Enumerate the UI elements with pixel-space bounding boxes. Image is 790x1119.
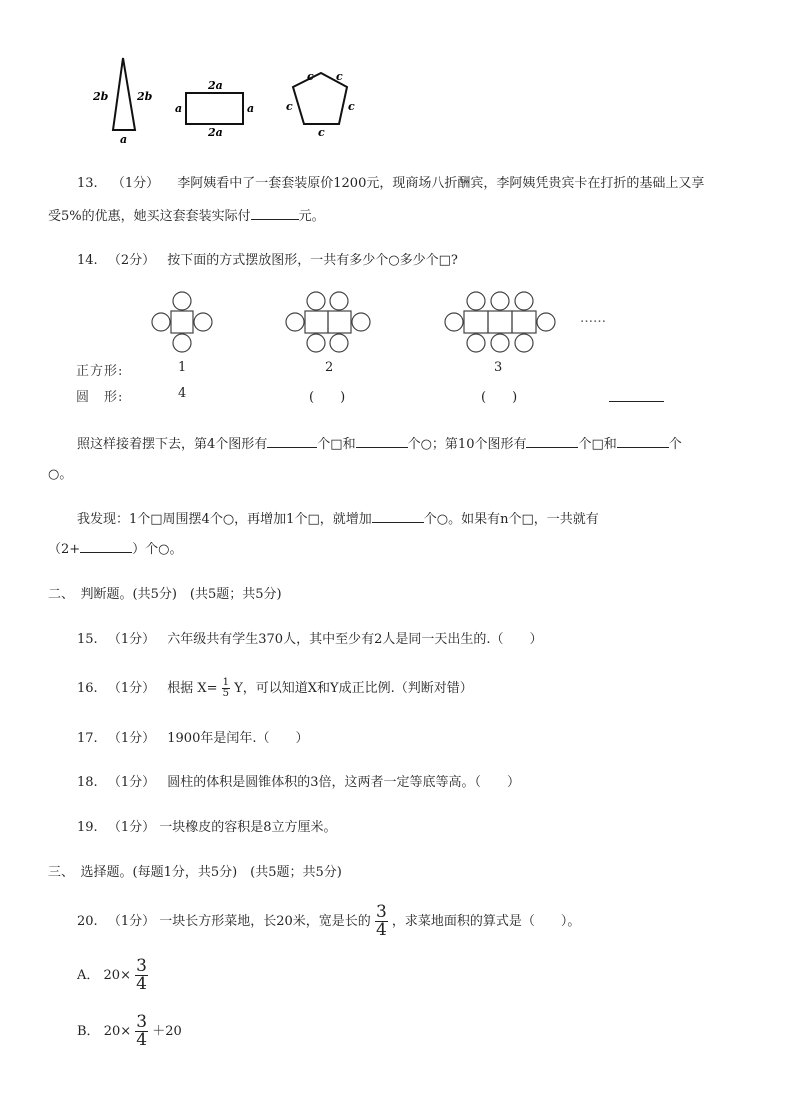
pentagon-label: c [348, 100, 355, 113]
question-number: 17. [77, 731, 98, 746]
rectangle-right-label: a [247, 102, 255, 115]
square-count-3: 3 [494, 360, 503, 375]
question-text: ，求菜地面积的算式是（ ）。 [391, 914, 581, 929]
question-18 [77, 771, 520, 790]
fraction-numerator: 3 [136, 1012, 148, 1032]
question-score: （1分） [111, 176, 160, 191]
answer-blank[interactable] [356, 435, 408, 448]
question-text: 个○。如果有n个□，一共就有 [423, 512, 599, 527]
rectangle-shape [186, 93, 243, 124]
question-14-line-2 [77, 508, 599, 527]
question-text: 一块橡皮的容积是8立方厘米。 [159, 820, 337, 835]
fraction [222, 678, 230, 699]
question-text: 根据 X= [167, 681, 218, 696]
question-13-line-1 [77, 172, 704, 191]
geometry-figures [85, 52, 375, 147]
rectangle-top-label: 2a [208, 79, 223, 92]
question-score: （1分） [107, 731, 156, 746]
circle-count-2[interactable]: ( ) [309, 390, 346, 405]
triangle-left-label: 2b [93, 90, 109, 103]
option-text: 20× [103, 968, 131, 983]
question-number: 19. [77, 820, 98, 835]
row-label-squares: 正方形: [76, 364, 124, 379]
question-17 [77, 727, 308, 746]
fraction-denominator: 5 [222, 688, 230, 699]
circle-count-3[interactable]: ( ) [481, 390, 518, 405]
question-text: 六年级共有学生370人，其中至少有2人是同一天出生的.（ ） [167, 632, 543, 647]
pattern-figure-2 [286, 292, 370, 352]
question-number: 18. [77, 775, 98, 790]
pentagon-label: c [286, 100, 293, 113]
question-text: 我发现：1个□周围摆4个○，再增加1个□，就增加 [77, 512, 372, 527]
rectangle-left-label: a [175, 102, 183, 115]
fraction-numerator: 3 [375, 902, 387, 922]
question-text: ）个○。 [132, 542, 183, 557]
question-text: 个 [668, 437, 682, 452]
question-text: 照这样接着摆下去，第4个图形有 [77, 437, 268, 452]
question-14-header [77, 249, 458, 268]
pentagon-label: c [336, 70, 343, 83]
answer-blank[interactable] [372, 510, 424, 523]
pentagon-label: c [307, 70, 314, 83]
question-text: Y，可以知道X和Y成正比例.（判断对错） [234, 681, 473, 696]
question-score: （1分） [107, 775, 156, 790]
answer-blank[interactable] [617, 435, 669, 448]
question-text: 1900年是闰年.（ ） [167, 731, 309, 746]
question-14-line-3 [48, 538, 183, 557]
rectangle-bottom-label: 2a [208, 126, 223, 139]
question-text: 受5%的优惠，她买这套套装实际付 [48, 209, 251, 224]
option-a[interactable] [77, 956, 148, 996]
square-count-1: 1 [178, 360, 187, 375]
question-number: 15. [77, 632, 98, 647]
question-15 [77, 628, 542, 647]
fraction [135, 1014, 148, 1049]
fraction [375, 904, 388, 939]
option-label: A． [77, 968, 100, 983]
answer-blank[interactable] [80, 540, 132, 553]
question-13-line-2 [48, 205, 325, 224]
ellipsis: …… [580, 311, 606, 326]
question-score: （2分） [107, 253, 156, 268]
fraction-denominator: 4 [136, 1030, 148, 1050]
circle-square-pattern [145, 288, 565, 356]
triangle-shape [113, 58, 135, 130]
question-score: （1分） [107, 820, 156, 835]
option-text: ＋20 [152, 1024, 182, 1039]
fraction [135, 958, 148, 993]
question-16 [77, 674, 473, 704]
option-b[interactable] [77, 1012, 182, 1052]
circle-count-1: 4 [178, 386, 187, 401]
triangle-base-label: a [120, 133, 128, 146]
question-text: 个□和 [578, 437, 617, 452]
square-count-2: 2 [325, 360, 334, 375]
question-text: 个□和 [317, 437, 356, 452]
answer-blank[interactable] [251, 207, 299, 220]
question-text: 元。 [298, 209, 325, 224]
question-text: 按下面的方式摆放图形，一共有多少个○多少个□? [167, 253, 458, 268]
fraction-numerator: 3 [136, 956, 147, 976]
question-score: （1分） [107, 681, 156, 696]
answer-blank[interactable] [526, 435, 578, 448]
question-score: （1分） [107, 914, 156, 929]
question-score: （1分） [107, 632, 156, 647]
question-20 [77, 902, 580, 942]
question-number: 14. [77, 253, 98, 268]
option-label: B． [77, 1024, 100, 1039]
row-label-circles: 圆 形: [76, 390, 124, 405]
question-19 [77, 816, 337, 835]
question-text: （2+ [48, 542, 81, 557]
question-14-line-1-end: ○。 [48, 467, 73, 482]
answer-blank[interactable] [609, 400, 664, 402]
pattern-figure-3 [445, 292, 555, 352]
fraction-numerator: 1 [222, 677, 230, 688]
section-title-judgement: 二、 判断题。(共5分) (共5题；共5分) [48, 587, 282, 602]
question-text: 圆柱的体积是圆锥体积的3倍，这两者一定等底等高。（ ） [167, 775, 521, 790]
question-number: 20. [77, 914, 98, 929]
triangle-right-label: 2b [137, 90, 153, 103]
question-number: 13. [77, 176, 98, 191]
pattern-figure-1 [152, 292, 212, 352]
option-text: 20× [103, 1024, 132, 1039]
question-14-line-1 [77, 433, 682, 452]
question-number: 16. [77, 681, 98, 696]
answer-blank[interactable] [267, 435, 317, 448]
question-text: 李阿姨看中了一套套装原价1200元，现商场八折酬宾，李阿姨凭贵宾卡在打折的基础上又享 [177, 176, 705, 191]
section-title-choice: 三、 选择题。(每题1分，共5分) (共5题；共5分) [48, 865, 342, 880]
fraction-denominator: 4 [136, 974, 147, 994]
fraction-denominator: 4 [375, 920, 387, 940]
question-text: 一块长方形菜地，长20米，宽是长的 [159, 914, 371, 929]
pentagon-label: c [318, 126, 325, 139]
question-text: 个○；第10个图形有 [407, 437, 527, 452]
